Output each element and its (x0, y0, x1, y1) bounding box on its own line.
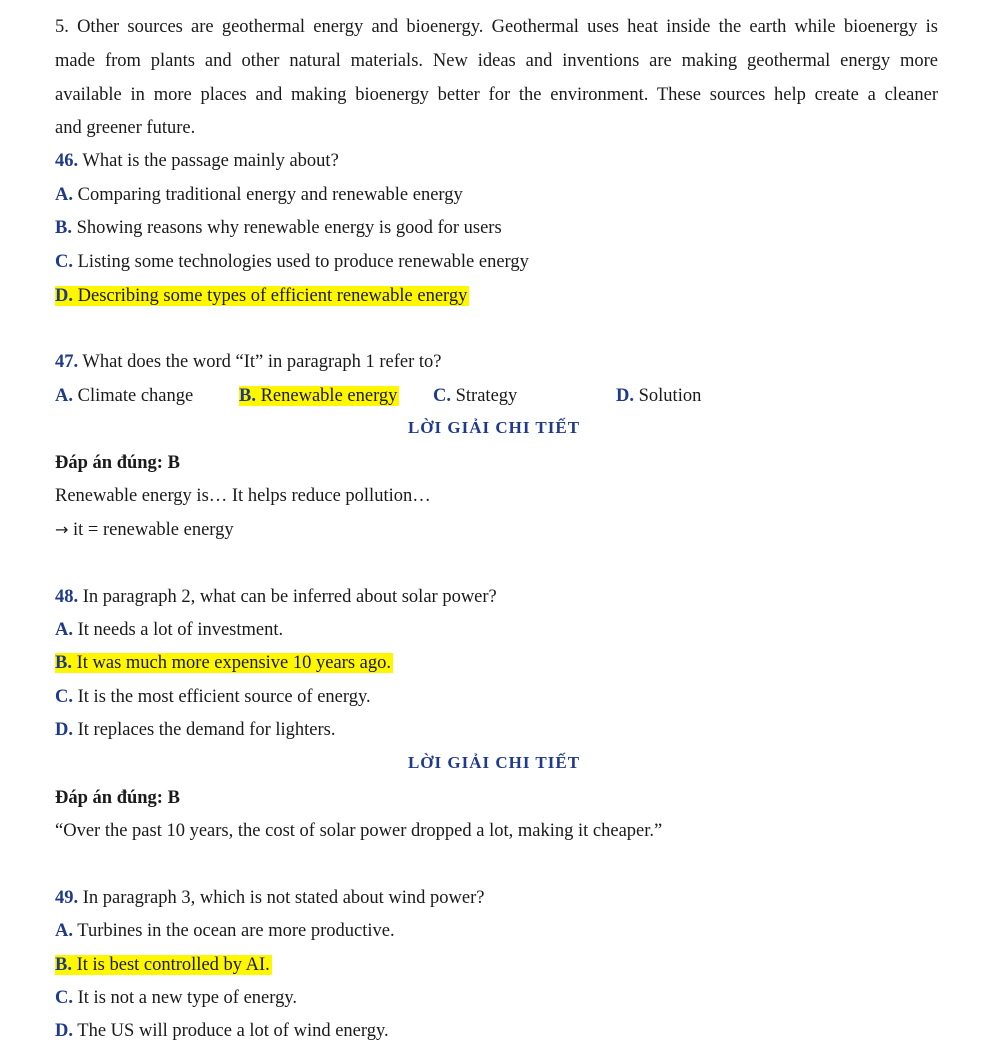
explanation-conclusion (55, 518, 234, 542)
option-letter: A. (55, 921, 73, 941)
answer-highlight (55, 955, 272, 975)
option-letter: A. (55, 386, 73, 406)
option-letter: B. (239, 386, 256, 406)
option-47-b (239, 384, 399, 408)
answer-highlight (55, 653, 393, 673)
arrow-right-icon: → (55, 520, 69, 539)
answer-label: Đáp án đúng: B (55, 788, 180, 808)
option-text: Renewable energy (260, 386, 398, 406)
option-text: It needs a lot of investment. (77, 620, 284, 640)
option-letter: C. (55, 687, 73, 707)
option-text: It replaces the demand for lighters. (77, 720, 336, 740)
option-48-a (55, 618, 283, 642)
option-letter: A. (55, 185, 73, 205)
answer-label: Đáp án đúng: B (55, 453, 180, 473)
option-46-c (55, 250, 529, 274)
question-46 (55, 149, 339, 173)
question-number: 46. (55, 151, 79, 171)
question-49 (55, 886, 485, 910)
option-text: It was much more expensive 10 years ago. (76, 653, 391, 673)
explanation-text: “Over the past 10 years, the cost of solar power dropped a lot, making it cheaper.” (55, 821, 663, 841)
explanation-text: Renewable energy is… It helps reduce pollution… (55, 486, 431, 506)
option-text: Describing some types of efficient renewable energy (77, 286, 468, 306)
answer-highlight (55, 286, 469, 306)
passage-line-2: made from plants and other natural materials. New ideas and inventions are making geothermal energy more (55, 51, 938, 71)
option-text: The US will produce a lot of wind energy. (77, 1021, 389, 1041)
option-47-d (616, 384, 701, 408)
question-text: In paragraph 2, what can be inferred about solar power? (82, 587, 497, 607)
question-number: 47. (55, 352, 79, 372)
option-text: It is not a new type of energy. (77, 988, 297, 1008)
question-text: What is the passage mainly about? (82, 151, 339, 171)
passage-line-1: 5. Other sources are geothermal energy and bioenergy. Geothermal uses heat inside the earth while bioenergy is (55, 17, 938, 37)
option-47-a (55, 384, 193, 408)
option-letter: A. (55, 620, 73, 640)
question-47 (55, 350, 441, 374)
option-text: Climate change (77, 386, 194, 406)
option-text: Comparing traditional energy and renewable energy (77, 185, 463, 205)
option-text: Turbines in the ocean are more productive. (77, 921, 395, 941)
answer-highlight (239, 386, 399, 406)
option-49-a (55, 919, 395, 943)
option-letter: D. (55, 720, 73, 740)
option-text: Showing reasons why renewable energy is good for users (76, 218, 502, 238)
question-text: What does the word “It” in paragraph 1 refer to? (82, 352, 442, 372)
option-letter: C. (55, 988, 73, 1008)
question-text: In paragraph 3, which is not stated about wind power? (82, 888, 485, 908)
option-46-d (55, 284, 469, 308)
option-letter: D. (55, 1021, 73, 1041)
option-letter: C. (433, 386, 451, 406)
option-49-c (55, 986, 297, 1010)
option-letter: D. (55, 286, 73, 306)
question-48 (55, 585, 497, 609)
option-text: Solution (638, 386, 702, 406)
explanation-conclusion-text: it = renewable energy (73, 520, 234, 540)
option-48-d (55, 718, 336, 742)
option-48-c (55, 685, 371, 709)
option-46-b (55, 216, 502, 240)
explanation-heading: LỜI GIẢI CHI TIẾT (407, 418, 581, 437)
passage-line-4: and greener future. (55, 118, 196, 138)
option-letter: B. (55, 955, 72, 975)
option-49-d (55, 1019, 389, 1043)
option-48-b (55, 651, 393, 675)
option-46-a (55, 183, 463, 207)
question-number: 49. (55, 888, 79, 908)
option-47-c (433, 384, 517, 408)
passage-line-3: available in more places and making bioenergy better for the environment. These sources help create a cleaner (55, 85, 938, 105)
option-letter: B. (55, 653, 72, 673)
option-text: It is best controlled by AI. (76, 955, 270, 975)
question-number: 48. (55, 587, 79, 607)
option-letter: B. (55, 218, 72, 238)
option-letter: C. (55, 252, 73, 272)
explanation-heading: LỜI GIẢI CHI TIẾT (407, 753, 581, 772)
option-text: Strategy (455, 386, 518, 406)
option-49-b (55, 953, 272, 977)
option-text: It is the most efficient source of energy. (77, 687, 371, 707)
option-text: Listing some technologies used to produce renewable energy (77, 252, 529, 272)
option-letter: D. (616, 386, 634, 406)
